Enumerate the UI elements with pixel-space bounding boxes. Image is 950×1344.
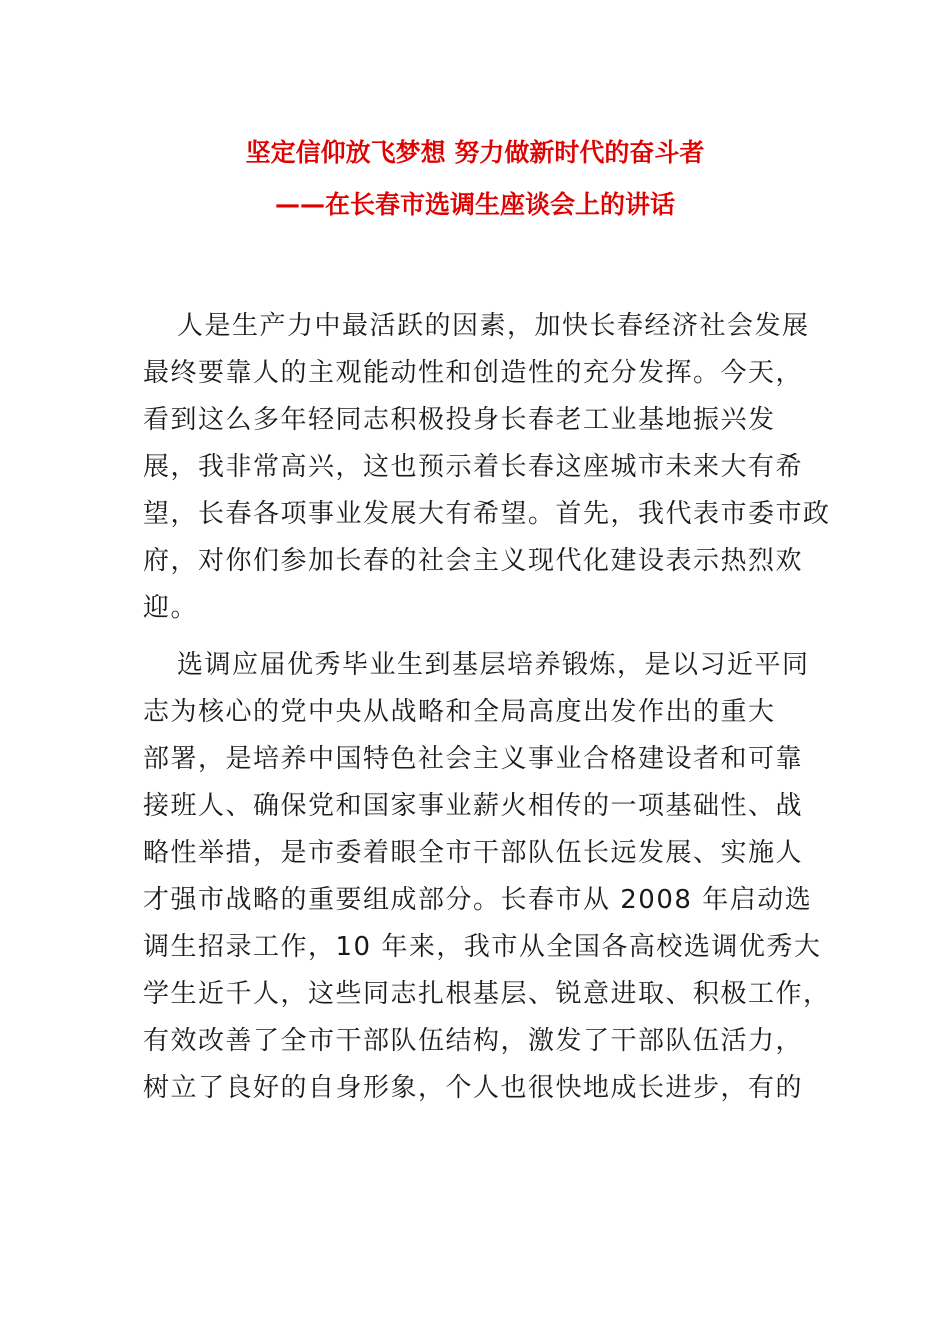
text-line: 望，长春各项事业发展大有希望。首先，我代表市委市政 [143,499,831,529]
paragraph [143,303,831,632]
body-text [143,303,831,1112]
text-line: 人是生产力中最活跃的因素，加快长春经济社会发展 [177,311,810,341]
text-line: 选调应届优秀毕业生到基层培养锻炼，是以习近平同 [177,650,810,680]
document-subtitle: ——在长春市选调生座谈会上的讲话 [274,190,675,219]
text-line: 才强市战略的重要组成部分。长春市从 2008 年启动选 [143,885,813,915]
text-line: 树立了良好的自身形象，个人也很快地成长进步，有的 [143,1073,804,1103]
text-line: 接班人、确保党和国家事业薪火相传的一项基础性、战 [143,791,804,821]
text-line: 看到这么多年轻同志积极投身长春老工业基地振兴发 [143,405,776,435]
text-line: 略性举措，是市委着眼全市干部队伍长远发展、实施人 [143,838,804,868]
text-line: 部署，是培养中国特色社会主义事业合格建设者和可靠 [143,744,804,774]
paragraph-gap [143,632,809,642]
text-line: 府，对你们参加长春的社会主义现代化建设表示热烈欢 [143,546,804,576]
text-line: 学生近千人，这些同志扎根基层、锐意进取、积极工作， [143,979,831,1009]
text-line: 迎。 [143,593,199,623]
title-block [0,138,950,220]
paragraph [143,642,831,1112]
text-line: 展，我非常高兴，这也预示着长春这座城市未来大有希 [143,452,804,482]
text-line: 调生招录工作，10 年来，我市从全国各高校选调优秀大 [143,932,822,962]
text-line: 有效改善了全市干部队伍结构，激发了干部队伍活力， [143,1026,804,1056]
text-line: 志为核心的党中央从战略和全局高度出发作出的重大 [143,697,776,727]
text-line: 最终要靠人的主观能动性和创造性的充分发挥。今天， [143,358,804,388]
document-title: 坚定信仰放飞梦想 努力做新时代的奋斗者 [245,138,705,167]
